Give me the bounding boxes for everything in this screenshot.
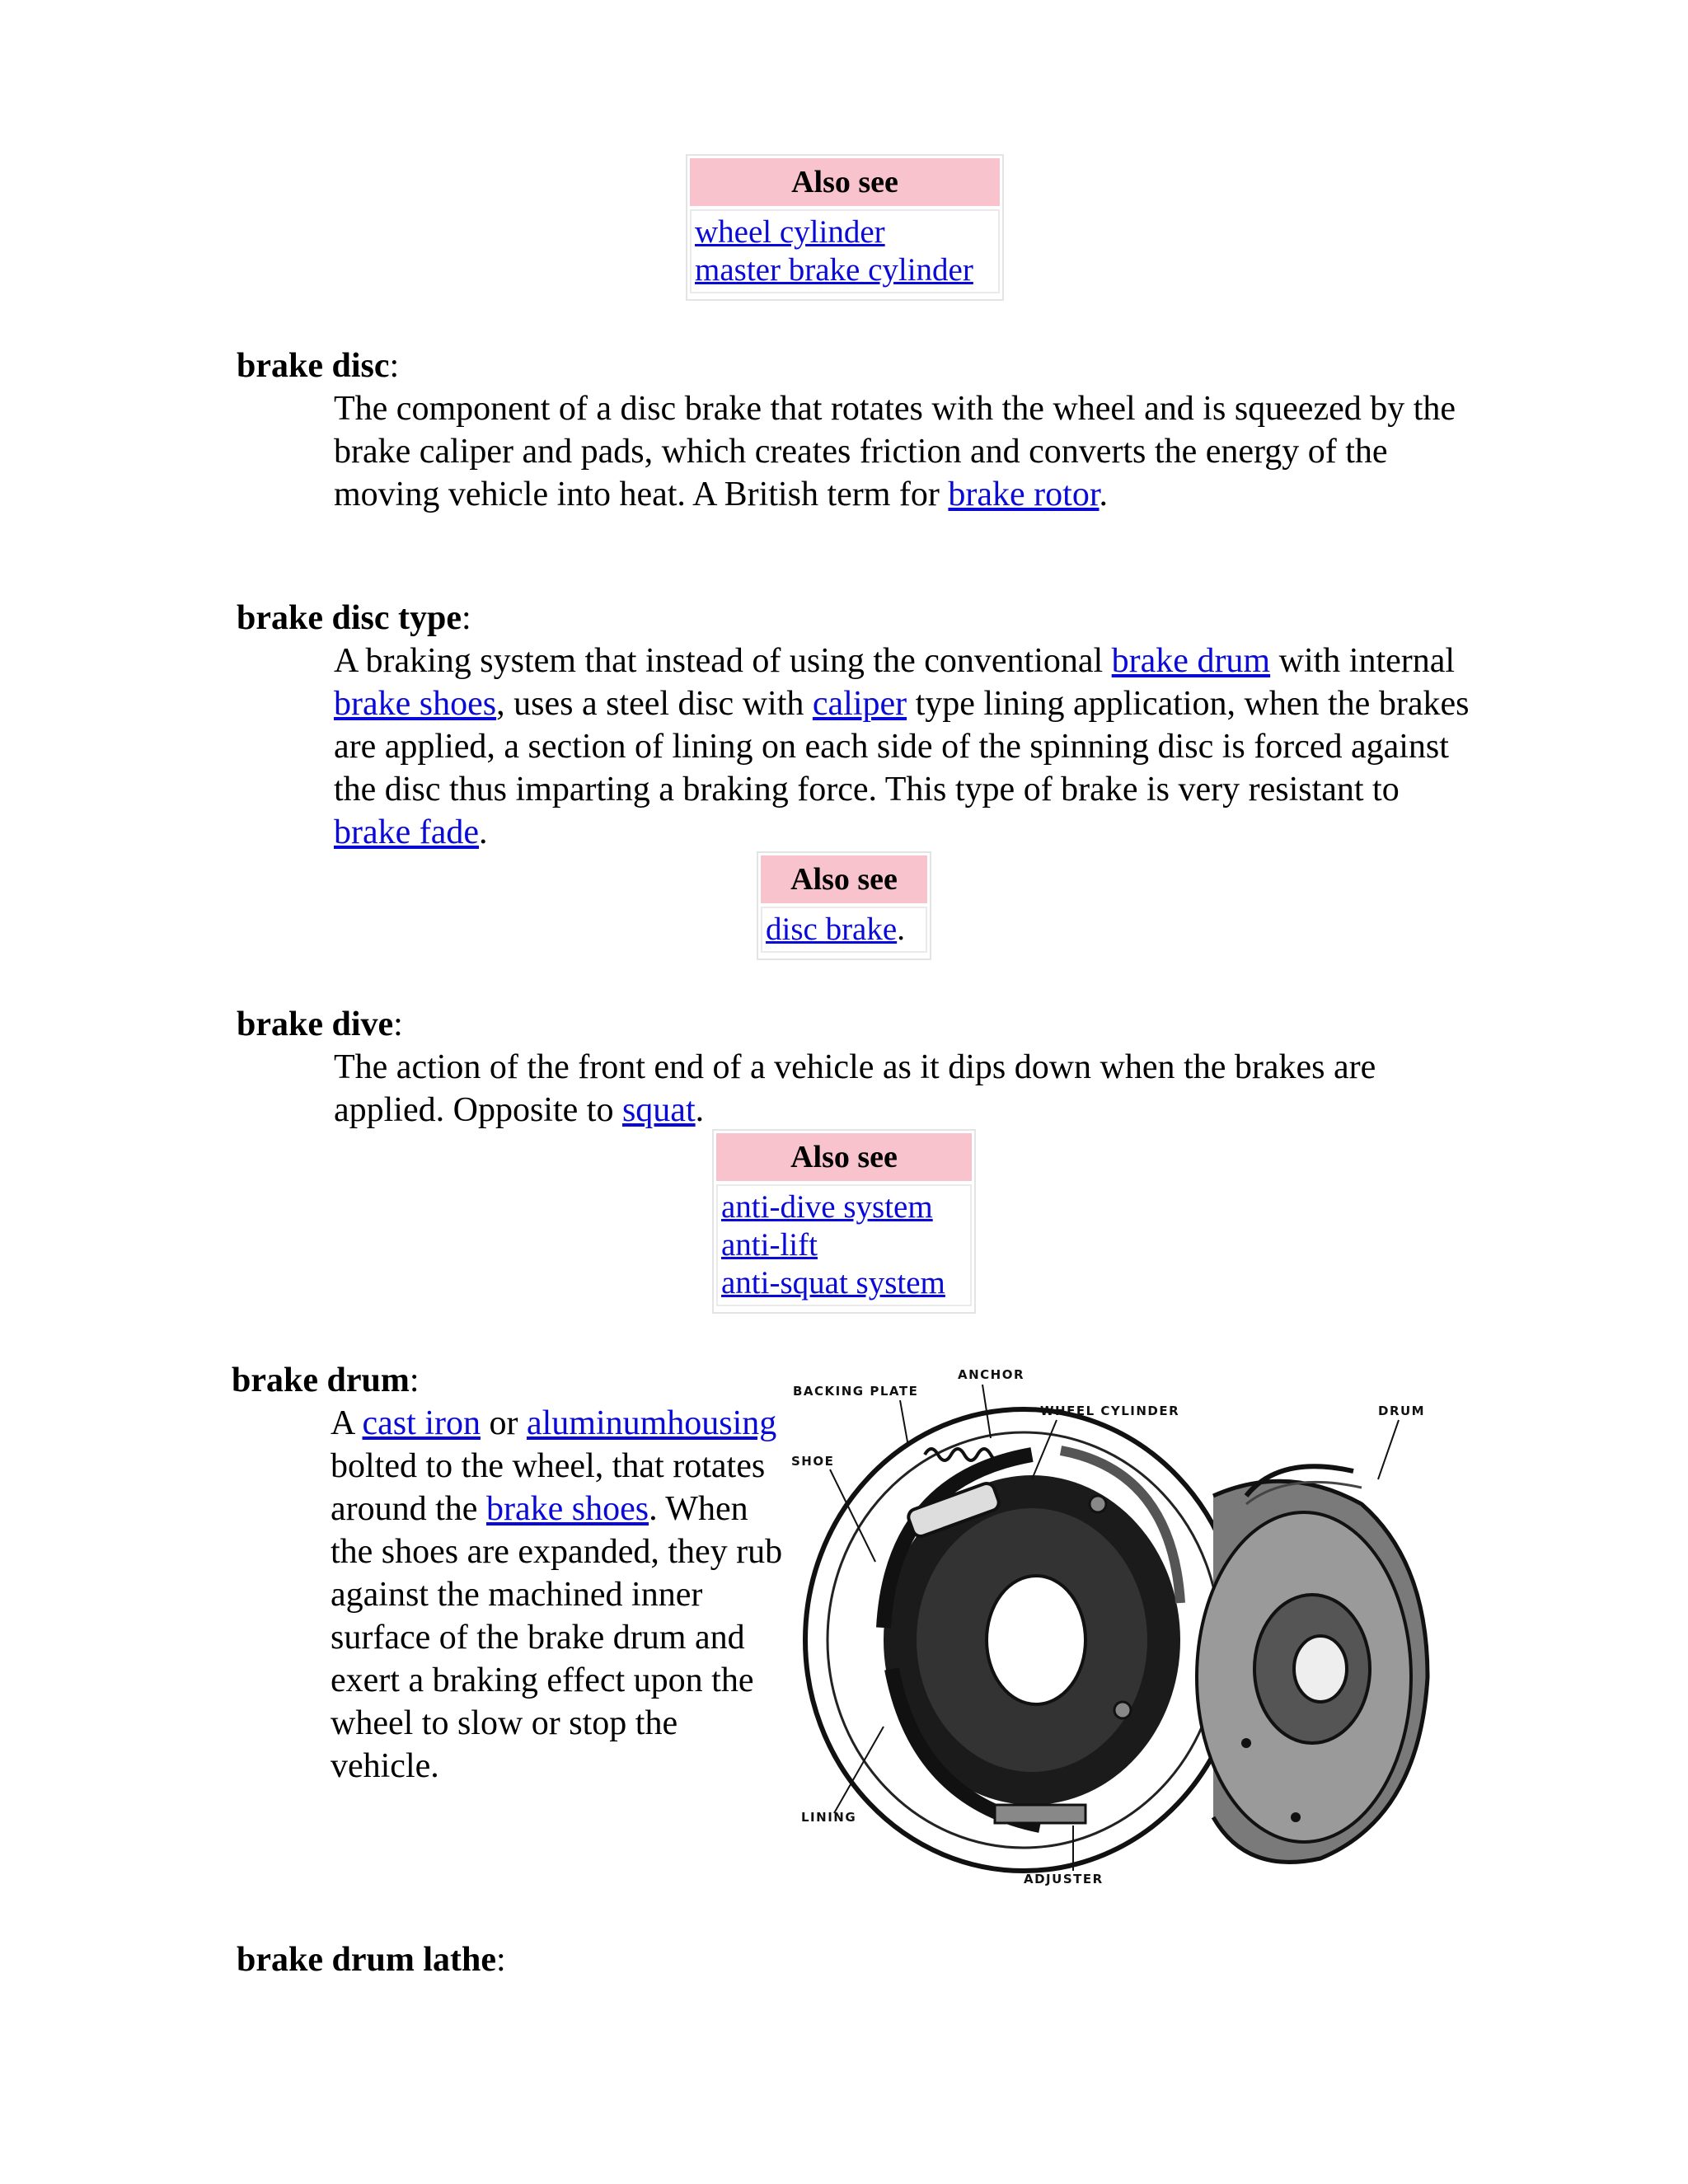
link-brake-fade[interactable]: brake fade — [334, 813, 480, 851]
backing-plate-assembly — [805, 1409, 1242, 1871]
label-backing-plate: BACKING PLATE — [793, 1384, 919, 1399]
see-also-box — [686, 154, 1004, 301]
see-also-header: Also see — [690, 158, 1000, 206]
definition-brake-drum: A cast iron or aluminumhousing bolted to the wheel, that rotates around the brake shoes. When the shoes are expanded, they rub against the machined inner surface of the brake drum and exert a braking effect upon the wheel to slow or stop the vehicle. — [331, 1404, 783, 1785]
label-lining: LINING — [801, 1810, 857, 1825]
see-also-links — [716, 1184, 972, 1306]
link-wheel-cylinder[interactable]: wheel cylinder — [695, 214, 885, 250]
link-brake-shoes[interactable]: brake shoes — [334, 685, 497, 723]
see-also-box — [757, 851, 931, 960]
link-caliper[interactable]: caliper — [812, 685, 907, 723]
drum-brake-diagram — [785, 1356, 1444, 1891]
drum-component — [1197, 1466, 1428, 1862]
term-brake-dive: brake dive: — [237, 1005, 403, 1043]
link-anti-squat-system[interactable]: anti-squat system — [721, 1265, 945, 1301]
term-brake-disc: brake disc: — [237, 347, 400, 385]
link-squat[interactable]: squat — [621, 1091, 696, 1129]
link-disc-brake[interactable]: disc brake — [766, 912, 898, 947]
link-anti-dive-system[interactable]: anti-dive system — [721, 1189, 933, 1225]
term-brake-drum: brake drum: — [232, 1361, 420, 1399]
see-also-links — [690, 209, 1000, 293]
label-anchor: ANCHOR — [958, 1367, 1025, 1382]
label-drum: DRUM — [1378, 1404, 1426, 1418]
see-also-links: disc brake. — [761, 907, 927, 953]
see-also-header: Also see — [761, 855, 927, 903]
link-brake-rotor[interactable]: brake rotor — [948, 476, 1100, 513]
link-brake-drum[interactable]: brake drum — [1111, 642, 1271, 680]
see-also-box — [712, 1129, 976, 1314]
definition-brake-disc-type: A braking system that instead of using the conventional brake drum with internal brake shoes, uses a steel disc with caliper type lining application, when the brakes are applied, a section of lining on each side of the spinning disc is forced against the disc thus imparting a braking force. This type of brake is very resistant to brake fade. — [334, 642, 1470, 851]
label-wheel-cylinder: WHEEL CYLINDER — [1040, 1404, 1180, 1418]
link-brake-shoes[interactable]: brake shoes — [485, 1490, 649, 1528]
label-adjuster: ADJUSTER — [1024, 1872, 1104, 1886]
link-aluminumhousing[interactable]: aluminumhousing — [526, 1404, 777, 1442]
term-brake-drum-lathe: brake drum lathe: — [237, 1941, 506, 1979]
label-shoe: SHOE — [791, 1454, 835, 1469]
see-also-header: Also see — [716, 1133, 972, 1181]
term-brake-disc-type: brake disc type: — [237, 599, 471, 637]
link-anti-lift[interactable]: anti-lift — [721, 1227, 818, 1263]
link-master-brake-cylinder[interactable]: master brake cylinder — [695, 252, 973, 288]
link-cast-iron[interactable]: cast iron — [362, 1404, 481, 1442]
definition-brake-disc: The component of a disc brake that rotates with the wheel and is squeezed by the brake caliper and pads, which creates friction and converts the energy of the moving vehicle into heat. A British term for brake rotor. — [334, 390, 1456, 513]
definition-brake-dive: The action of the front end of a vehicle as it dips down when the brakes are applied. Opposite to squat. — [334, 1048, 1376, 1129]
